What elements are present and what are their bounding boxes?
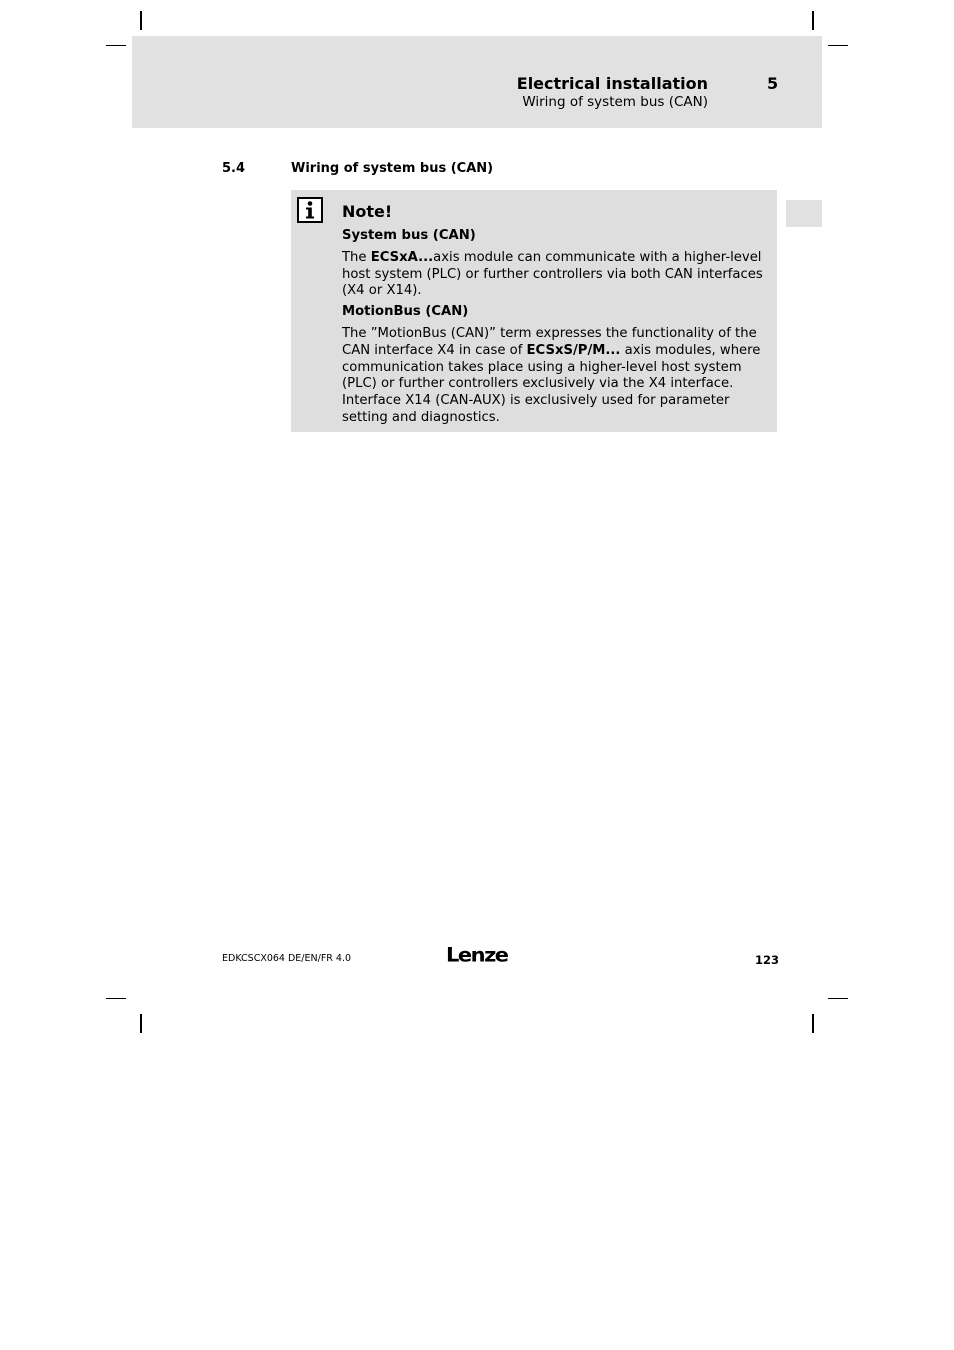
text-run: axis module can communicate with a higher-level host system (PLC) or further controllers via both CAN interfaces (X4 or X14).	[342, 249, 763, 299]
crop-mark	[140, 11, 142, 30]
chapter-side-tab	[786, 200, 822, 227]
crop-mark	[812, 1014, 814, 1033]
motion-bus-paragraph	[342, 326, 772, 427]
motion-bus-subheading: MotionBus (CAN)	[342, 304, 469, 320]
lenze-logo: Lenze	[446, 943, 508, 967]
chapter-number: 5	[767, 74, 779, 93]
system-bus-subheading: System bus (CAN)	[342, 228, 476, 243]
text-run: axis modules, where communication takes place using a higher-level host system (PLC) or further controllers exclusively via the X4 interface. Interface X14 (CAN-AUX) is exclusively used for parameter setting and diagnostics.	[342, 342, 761, 425]
text-run: The	[342, 249, 371, 265]
note-heading: Note!	[342, 202, 393, 221]
crop-mark	[140, 1014, 142, 1033]
section-number: 5.4	[222, 161, 246, 176]
note-content	[342, 202, 772, 431]
page-number: 123	[755, 953, 780, 967]
note-box	[291, 190, 777, 432]
document-id: EDKCSCX064 DE/EN/FR 4.0	[222, 953, 352, 964]
crop-mark	[828, 998, 848, 999]
product-code: ECSxS/P/M...	[526, 342, 621, 358]
section-title: Wiring of system bus (CAN)	[291, 161, 494, 176]
info-icon	[297, 197, 323, 223]
crop-mark	[106, 45, 126, 46]
product-code: ECSxA...	[370, 249, 434, 265]
chapter-subtitle: Wiring of system bus (CAN)	[522, 94, 708, 110]
header-band	[132, 36, 822, 128]
chapter-title: Electrical installation	[516, 74, 708, 93]
text-run: The ”MotionBus (CAN)” term expresses the functionality of the CAN interface X4 in case of	[342, 325, 757, 358]
system-bus-paragraph	[342, 250, 772, 300]
crop-mark	[106, 998, 126, 999]
crop-mark	[828, 45, 848, 46]
crop-mark	[812, 11, 814, 30]
